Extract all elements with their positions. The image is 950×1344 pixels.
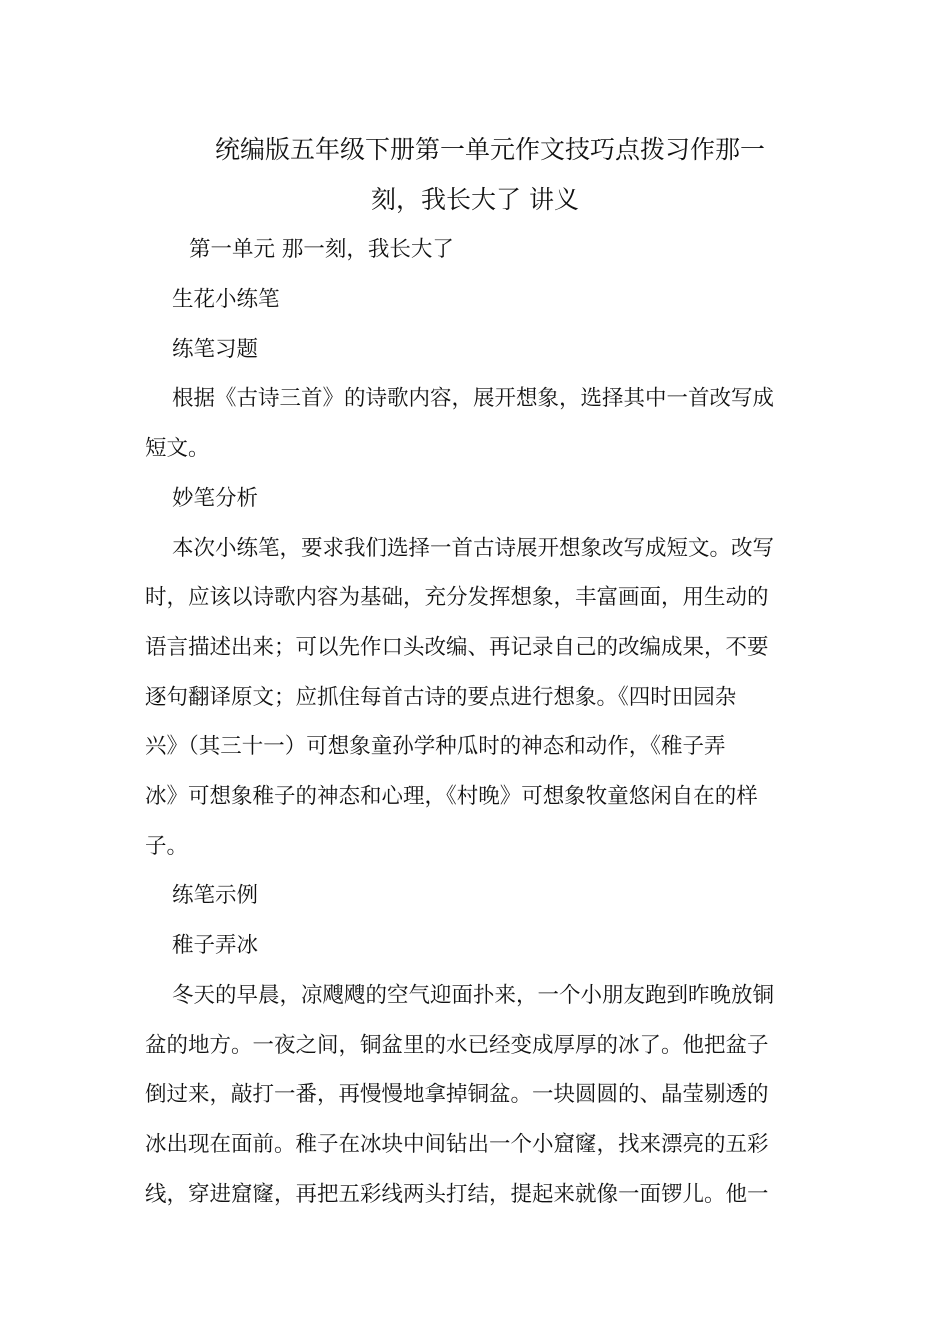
example-title: 稚子弄冰 xyxy=(172,933,259,958)
analysis-line: 冰》可想象稚子的神态和心理，《村晚》可想象牧童悠闲自在的样 xyxy=(145,784,758,809)
analysis-line: 逐句翻译原文；应抓住每首古诗的要点进行想象。《四时田园杂 xyxy=(145,685,737,710)
document-title-line-1: 统编版五年级下册第一单元作文技巧点拨习作那一 xyxy=(214,135,765,164)
example-line: 冰出现在面前。稚子在冰块中间钻出一个小窟窿，找来漂亮的五彩 xyxy=(145,1132,769,1157)
analysis-line: 时，应该以诗歌内容为基础，充分发挥想象，丰富画面，用生动的 xyxy=(145,585,769,610)
subsection-heading-exercise: 练笔习题 xyxy=(172,337,259,362)
section-heading-practice: 生花小练笔 xyxy=(172,287,280,312)
example-line: 倒过来，敲打一番，再慢慢地拿掉铜盆。一块圆圆的、晶莹剔透的 xyxy=(145,1082,769,1107)
example-line: 线，穿进窟窿，再把五彩线两头打结，提起来就像一面锣儿。他一 xyxy=(145,1182,769,1207)
unit-heading: 第一单元 那一刻，我长大了 xyxy=(189,237,454,262)
analysis-line: 子。 xyxy=(145,834,189,859)
analysis-line: 本次小练笔，要求我们选择一首古诗展开想象改写成短文。改写 xyxy=(172,536,775,561)
subsection-heading-example: 练笔示例 xyxy=(172,883,259,908)
exercise-line: 短文。 xyxy=(145,436,210,461)
example-line: 盆的地方。一夜之间，铜盆里的水已经变成厚厚的冰了。他把盆子 xyxy=(145,1033,769,1058)
analysis-line: 语言描述出来；可以先作口头改编、再记录自己的改编成果，不要 xyxy=(145,635,769,660)
analysis-line: 兴》（其三十一）可想象童孙学种瓜时的神态和动作，《稚子弄 xyxy=(145,734,726,759)
exercise-line: 根据《古诗三首》的诗歌内容，展开想象，选择其中一首改写成 xyxy=(172,386,775,411)
document-title-line-2: 刻，我长大了 讲义 xyxy=(371,185,579,214)
subsection-heading-analysis: 妙笔分析 xyxy=(172,486,259,511)
example-line: 冬天的早晨，凉飕飕的空气迎面扑来，一个小朋友跑到昨晚放铜 xyxy=(172,983,775,1008)
